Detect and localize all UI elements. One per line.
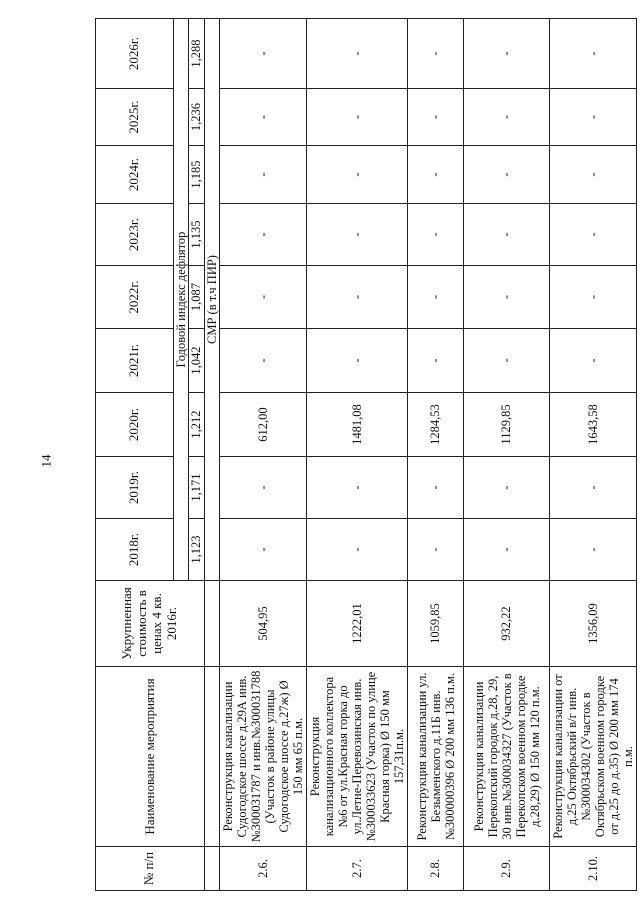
year-value: - [464,89,550,146]
row-name: Реконструкция канализации Перекопский городок д.28, 29, 30 инв.№300034327 (Участок в Перекопском военном городке д.28,29) Ø 150 мм 120 п.м. [464,667,550,847]
year-value: - [307,266,408,329]
year-value: - [464,266,550,329]
row-num: 2.8. [408,847,464,891]
year-value: - [550,329,637,393]
header-year: 2021г. [96,329,174,393]
year-value: - [408,329,464,393]
empty-cell [204,667,219,847]
row-num: 2.7. [307,847,408,891]
year-value: - [550,266,637,329]
year-value: - [220,329,307,393]
row-cost: 1356,09 [550,581,637,667]
header-cost: Укрупненная стоимость в ценах 4 кв. 2016г. [96,581,205,667]
year-value: - [550,519,637,581]
year-value: 1481,08 [307,393,408,457]
year-value: - [464,204,550,266]
deflator-caption: Годовой индекс дефлятор [174,19,189,581]
page-number: 14 [38,454,54,468]
index-value: 1,042 [189,329,204,393]
year-value: - [307,329,408,393]
row-name: Реконструкция канализации Судогодское шоссе д.29А инв.№300031787 и инв.№300031788 (Участок в районе улицы Судогодское шоссе д.27ж) Ø 150 мм 65 п.м. [220,667,307,847]
year-value: - [220,89,307,146]
year-value: - [220,19,307,89]
year-value: - [550,19,637,89]
index-value: 1,123 [189,519,204,581]
row-cost: 1222,01 [307,581,408,667]
index-value: 1,135 [189,204,204,266]
year-value: 612,00 [220,393,307,457]
header-year: 2025г. [96,89,174,146]
header-num: № п/п [96,847,205,891]
year-value: - [408,89,464,146]
row-name: Реконструкция канализации от д.25 Октябрьский в/г инв.№300034302 (Участок в Октябрьском военном городке от д.25 до д.35) Ø 200 мм 174 п.м. [550,667,637,847]
year-value: 1643,58 [550,393,637,457]
empty-cell [204,581,219,667]
row-cost: 932,22 [464,581,550,667]
year-value: - [550,89,637,146]
year-value: - [220,457,307,519]
header-name: Наименование мероприятия [96,667,205,847]
year-value: - [408,204,464,266]
row-cost: 1059,85 [408,581,464,667]
header-year: 2022г. [96,266,174,329]
year-value: - [408,146,464,204]
year-value: - [550,146,637,204]
year-value: - [307,89,408,146]
year-value: - [220,266,307,329]
index-value: 1,185 [189,146,204,204]
investment-table [95,18,637,891]
year-value: - [307,146,408,204]
year-value: - [408,19,464,89]
year-value: - [220,204,307,266]
row-name: Реконструкция канализации ул. Безыменского д.11Б инв.№300000396 Ø 200 мм 136 п.м. [408,667,464,847]
header-year: 2018г. [96,519,174,581]
index-value: 1,087 [189,266,204,329]
index-value: 1,236 [189,89,204,146]
year-value: - [408,266,464,329]
year-value: - [464,329,550,393]
row-name: Реконструкция канализационного коллектора №6 от ул.Красная горка до ул.Летне-Перевозинская инв.№300033623 (Участок по улице Красная горка) Ø 150 мм 157,31п.м. [307,667,408,847]
header-year: 2023г. [96,204,174,266]
header-year: 2020г. [96,393,174,457]
year-value: - [464,19,550,89]
year-value: - [220,146,307,204]
year-value: - [550,457,637,519]
year-value: - [464,146,550,204]
empty-cell [204,847,219,891]
row-num: 2.9. [464,847,550,891]
year-value: - [307,204,408,266]
year-value: - [220,519,307,581]
year-value: - [307,519,408,581]
row-num: 2.6. [220,847,307,891]
year-value: 1284,53 [408,393,464,457]
year-value: - [464,457,550,519]
year-value: - [408,519,464,581]
header-year: 2024г. [96,146,174,204]
header-year: 2026г. [96,19,174,89]
year-value: - [550,204,637,266]
row-num: 2.10. [550,847,637,891]
year-value: - [307,457,408,519]
index-value: 1,288 [189,19,204,89]
year-value: 1129,85 [464,393,550,457]
index-value: 1,171 [189,457,204,519]
row-cost: 504,95 [220,581,307,667]
index-value: 1,212 [189,393,204,457]
year-value: - [408,457,464,519]
year-value: - [307,19,408,89]
header-year: 2019г. [96,457,174,519]
smr-caption: СМР (в т.ч ПИР) [204,19,219,581]
year-value: - [464,519,550,581]
